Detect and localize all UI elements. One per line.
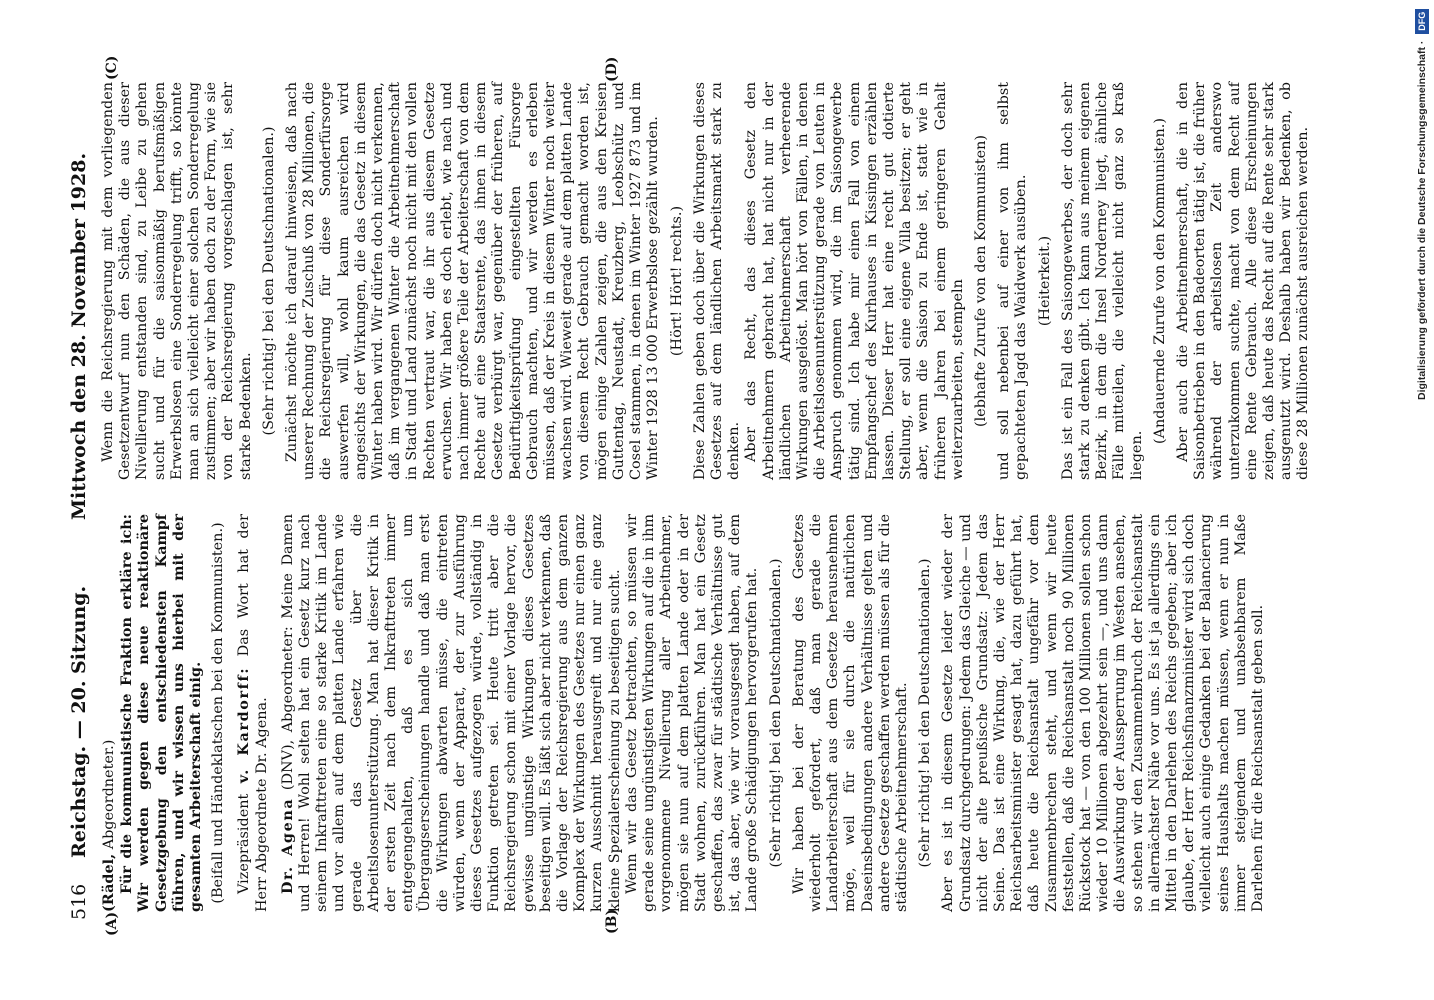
page-header — [68, 90, 96, 920]
interjection: (Heiterkeit.) — [1036, 235, 1053, 327]
paragraph: Zunächst möchte ich darauf hinweisen, daß nach unserer Rechnung der Zuschuß von 28 Millionen, die die Reichsregierung für diese Sonderfürsorge auswerfen will, wohl kaum ausreichen wird angesichts der Wirkungen, die das Gesetz in diesem Winter haben wird. Wir dürfen doch nicht verkennen, daß im vergangenen Winter die Arbeitnehmerschaft in Stadt und Land zunächst noch nicht mit den vollen Rechten vertraut war, die ihr aus diesem Gesetze erwuchsen. Wir haben es doch erlebt, wie nach und nach immer größere Teile der Arbeiterschaft von dem Rechte auf eine Staatsrente, das ihnen in diesem Gesetze verbürgt war, gegenüber der früheren, auf Bedürftigkeitsprüfung eingestellten Fürsorge Gebrauch machten, und wir werden es erleben müssen, daß der Kreis in diesem Winter noch weiter wachsen wird. Wieweit gerade auf dem platten Lande von diesem Recht Gebrauch gemacht worden ist, mögen einige Zahlen zeigen, die aus den Kreisen Guttentag, Neustadt, Kreuzberg, Leobschütz und Cosel stammen, in denen im Winter 1927 873 und im Winter 1928 13 000 Erwerbslose gezählt wurden. — [284, 82, 662, 480]
chair-statement: Das Wort hat der Herr Abgeordnete Dr. Agena. — [236, 513, 270, 912]
paragraph: Für die kommunistische Fraktion erkläre ich: Wir werden gegen diese neue reaktionäre Gesetzgebung den entschiedensten Kampf führen, und wir wissen uns hierbei mit der gesamten Arbeiterschaft einig. — [118, 514, 205, 912]
paragraph: und soll nebenbei auf einer von ihm selbst gepachteten Jagd das Waidwerk ausüben. — [996, 82, 1030, 480]
dfg-logo: DFG — [1415, 9, 1429, 34]
session-title: Reichstag. — 20. Sitzung. — [68, 585, 90, 858]
paragraph: Aber auch die Arbeitnehmerschaft, die in den Saisonbetrieben in den Badeorten tätig ist, die früher während der arbeitslosen Zeit anderswo unterzukommen suchte, macht von dem Recht auf eine Rente Gebrauch. Alle diese Erscheinungen zeigen, daß heute das Recht auf die Rente sehr stark ausgenutzt wird. Deshalb haben wir Bedenken, ob diese 28 Millionen zunächst ausreichen werden. — [1174, 82, 1312, 480]
chair-announcement — [235, 514, 270, 912]
page-number: 516 — [68, 883, 90, 920]
speech-opening — [279, 514, 624, 912]
speaker-name: Dr. Agena — [278, 797, 296, 894]
digitization-credit — [1414, 10, 1434, 400]
speech-text: (DNV), Abgeordneter: Meine Damen und Herren! Wohl selten hat ein Gesetz kurz nach seinem Inkrafttreten eine so starke Kritik im Lande und vor allem auf dem platten Lande erfahren wie gerade das Gesetz über die Arbeitslosenunterstützung. Man hat dieser Kritik in der ersten Zeit nach dem Inkrafttreten immer entgegengehalten, daß es sich um Übergangserscheinungen handle und daß man erst die Wirkungen abwarten müsse, die eintreten würden, wenn der Apparat, der zur Ausführung dieses Gesetzes aufgezogen würde, vollständig in Funktion getreten sei. Heute tritt aber die Reichsregierung schon mit einer Vorlage hervor, die gewisse ungünstige Wirkungen dieses Gesetzes beseitigen will. Es läßt sich aber nicht verkennen, daß die Vorlage der Reichsregierung aus dem ganzen Komplex der Wirkungen des Gesetzes nur einen ganz kurzen Ausschnitt herausgreift und nur eine ganz kleine Spezialerscheinung zu beseitigen sucht. — [279, 514, 623, 912]
interjection: (Andauernde Zurufe von den Kommunisten.) — [1151, 118, 1168, 444]
margin-marker-c: (C) — [104, 55, 120, 80]
paragraph: Aber das Recht, das dieses Gesetz den Arbeitnehmern gebracht hat, hat nicht nur in der ländlichen Arbeitnehmerschaft verheerende Wirkungen ausgelöst. Man hört von Fällen, in denen die Arbeitslosenunterstützung gerade von Leuten in Anspruch genommen wird, die im Saisongewerbe tätig sind. Ich habe mir einen Fall von einem Empfangschef des Kurhauses in Kissingen erzählen lassen. Dieser Herr hat eine recht gut dotierte Stellung, er soll eine eigene Villa besitzen; er geht aber, wenn die Saison zu Ende ist, statt wie in früheren Jahren bei einem geringeren Gehalt weiterzuarbeiten, stempeln — [743, 82, 966, 480]
credit-text: Digitalisierung gefördert durch die Deutsche Forschungsgemeinschaft · — [1416, 40, 1428, 400]
interjection: (Beifall und Händeklatschen bei den Kommunisten.) — [210, 522, 227, 904]
interjection: (lebhafte Zurufe von den Kommunisten) — [972, 134, 989, 428]
paragraph: Aber es ist in diesem Gesetze leider wieder der Grundsatz durchgedrungen: Jedem das Gleiche — und nicht der alte preußische Grundsatz: Jedem das Seine. Das ist eine Wirkung, die, wie der Herr Reichsarbeitsminister gesagt hat, dazu geführt hat, daß heute die Reichsanstalt ungefähr vor dem Zusammenbrechen steht, und wenn wir heute feststellen, daß die Reichsanstalt noch 90 Millionen Rückstock hat — von den 100 Millionen sollen schon wieder 10 Millionen abgezehrt sein —, und uns dann die Auswirkung der Aussperrung im Westen ansehen, so stehen wir den Zusammenbruch der Reichsanstalt in allernächster Nähe vor uns. Es ist ja allerdings ein Mittel in den Darlehen des Reichs gegeben; aber ich glaube, der Herr Reichsfinanzminister wird sich doch vielleicht auch einige Gedanken bei der Balancierung seines Haushalts machen müssen, wenn er nun in immer steigendem und unabsehbarem Maße Darlehen für die Reichsanstalt geben soll. — [940, 514, 1266, 912]
margin-marker-a: (A) — [104, 911, 120, 936]
margin-marker-b: (B) — [604, 908, 620, 934]
chair-name: v. Kardorff: — [235, 666, 253, 784]
speaker-name: (Rädel, — [100, 853, 117, 912]
interjection: (Sehr richtig! bei den Deutschnationalen.) — [917, 558, 934, 868]
session-date: Mittwoch den 28. November 1928. — [68, 152, 90, 520]
interjection: (Sehr richtig! bei den Deutschnationalen.) — [767, 558, 784, 868]
speaker-role: Abgeordneter.) — [101, 739, 117, 850]
margin-marker-d: (D) — [604, 56, 620, 82]
chair-title: Vizepräsident — [236, 793, 253, 894]
right-text-column — [100, 82, 1313, 480]
left-text-column — [100, 514, 1267, 912]
paragraph: Wenn wir das Gesetz betrachten, so müssen wir gerade seine ungünstigsten Wirkungen auf die in ihm vorgenommene Nivellierung aller Arbeitnehmer, mögen sie nun auf dem platten Lande oder in der Stadt wohnen, zurückführen. Man hat ein Gesetz geschaffen, das zwar für städtische Verhältnisse gut ist, das aber, wie wir vorausgesagt haben, auf dem Lande große Schädigungen hervorgerufen hat. — [623, 514, 761, 912]
paragraph: Wir haben bei der Beratung des Gesetzes wiederholt gefordert, daß man gerade die Landarbeiterschaft aus dem Gesetze herausnehmen möge, weil für sie durch die natürlichen Daseinsbedingungen andere Verhältnisse gelten und andere Gesetze geschaffen werden müssen als für die städtische Arbeitnehmerschaft. — [790, 514, 910, 912]
interjection: (Hört! Hört! rechts.) — [668, 205, 685, 357]
paragraph: Wenn die Reichsregierung mit dem vorliegenden Gesetzentwurf nun den Schäden, die aus dieser Nivellierung entstanden sind, zu Leibe zu gehen sucht und für die saisonmäßig berufsmäßigen Erwerbslosen eine Sonderregelung trifft, so könnte man an sich vielleicht einer solchen Sonderregelung zustimmen; aber wir haben doch zu der Form, wie sie von der Reichsregierung vorgeschlagen ist, sehr starke Bedenken. — [100, 82, 254, 480]
paragraph: Diese Zahlen geben doch über die Wirkungen dieses Gesetzes auf dem ländlichen Arbeitsmarkt stark zu denken. — [691, 82, 743, 480]
speaker-continuation — [100, 514, 118, 912]
paragraph: Das ist ein Fall des Saisongewerbes, der doch sehr stark zu denken gibt. Ich kann aus meinem eigenen Bezirk, in dem die Insel Norderney liegt, ähnliche Fälle mitteilen, die vielleicht nicht ganz so kraß liegen. — [1059, 82, 1145, 480]
interjection: (Sehr richtig! bei den Deutschnationalen.) — [260, 126, 277, 436]
